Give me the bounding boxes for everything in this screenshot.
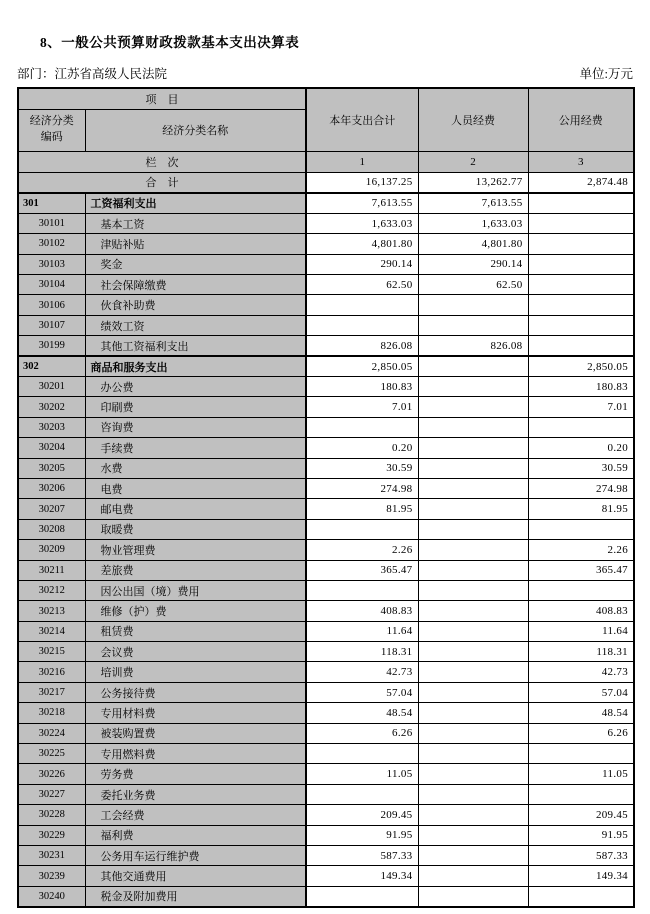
personnel-funds-cell [418,621,528,641]
column-index-row [18,151,634,172]
economic-name-cell: 物业管理费 [85,540,306,560]
column-index-2: 2 [418,151,528,172]
table-row [18,295,634,315]
table-row [18,213,634,233]
personnel-funds-cell [418,580,528,600]
table-row [18,275,634,295]
economic-name-cell: 劳务费 [85,764,306,784]
economic-code-cell: 30217 [18,682,85,702]
code-header-line1: 经济分类 [29,115,74,128]
total-expenditure-cell: 4,801.80 [306,234,418,254]
economic-code-cell: 30207 [18,499,85,519]
economic-code-cell: 30229 [18,825,85,845]
economic-code-cell: 30199 [18,336,85,356]
table-row [18,519,634,539]
economic-code-cell: 30101 [18,213,85,233]
public-funds-cell: 57.04 [528,682,634,702]
personnel-funds-cell [418,540,528,560]
economic-name-cell: 伙食补助费 [85,295,306,315]
economic-name-cell: 维修（护）费 [85,601,306,621]
economic-name-cell: 差旅费 [85,560,306,580]
table-row [18,580,634,600]
header-row-item [18,88,634,109]
economic-code-cell: 30203 [18,417,85,437]
total-expenditure-cell: 6.26 [306,723,418,743]
personnel-funds-cell [418,846,528,866]
economic-code-cell: 30205 [18,458,85,478]
total-expenditure-cell: 81.95 [306,499,418,519]
total-expenditure-cell: 0.20 [306,438,418,458]
column-header-public: 公用经费 [528,88,634,151]
public-funds-cell: 2,850.05 [528,356,634,376]
personnel-funds-cell [418,642,528,662]
total-expenditure-cell: 2.26 [306,540,418,560]
economic-name-cell: 培训费 [85,662,306,682]
column-header-total: 本年支出合计 [306,88,418,151]
column-header-code [18,109,85,151]
personnel-funds-cell [418,499,528,519]
total-expenditure-cell [306,744,418,764]
economic-name-cell: 办公费 [85,377,306,397]
personnel-funds-cell [418,560,528,580]
table-row [18,703,634,723]
table-row [18,478,634,498]
column-header-name: 经济分类名称 [85,109,306,151]
table-row [18,417,634,437]
column-index-1: 1 [306,151,418,172]
personnel-funds-cell [418,397,528,417]
economic-code-cell: 30102 [18,234,85,254]
economic-name-cell: 税金及附加费用 [85,886,306,906]
public-funds-cell: 91.95 [528,825,634,845]
grand-total-public: 2,874.48 [528,172,634,193]
economic-code-cell: 30204 [18,438,85,458]
economic-code-cell: 30218 [18,703,85,723]
economic-code-cell: 30211 [18,560,85,580]
personnel-funds-cell [418,703,528,723]
table-row [18,723,634,743]
table-row [18,682,634,702]
economic-name-cell: 工会经费 [85,805,306,825]
public-funds-cell [528,234,634,254]
personnel-funds-cell [418,315,528,335]
table-row [18,438,634,458]
public-funds-cell [528,315,634,335]
personnel-funds-cell [418,662,528,682]
public-funds-cell [528,744,634,764]
economic-code-cell: 30231 [18,846,85,866]
personnel-funds-cell [418,458,528,478]
table-row [18,356,634,376]
economic-code-cell: 30209 [18,540,85,560]
total-expenditure-cell: 274.98 [306,478,418,498]
total-expenditure-cell: 11.64 [306,621,418,641]
economic-name-cell: 取暖费 [85,519,306,539]
economic-code-cell: 30103 [18,254,85,274]
personnel-funds-cell [418,356,528,376]
table-container [17,87,633,908]
total-expenditure-cell: 826.08 [306,336,418,356]
economic-code-cell: 30213 [18,601,85,621]
total-expenditure-cell: 1,633.03 [306,213,418,233]
personnel-funds-cell: 290.14 [418,254,528,274]
page-title: 8、一般公共预算财政拨款基本支出决算表 [40,35,300,50]
table-row [18,315,634,335]
table-row [18,499,634,519]
public-funds-cell: 149.34 [528,866,634,886]
total-expenditure-cell: 57.04 [306,682,418,702]
personnel-funds-cell [418,295,528,315]
total-expenditure-cell: 2,850.05 [306,356,418,376]
public-funds-cell: 81.95 [528,499,634,519]
economic-name-cell: 其他交通费用 [85,866,306,886]
economic-code-cell: 30206 [18,478,85,498]
total-expenditure-cell: 7,613.55 [306,193,418,213]
economic-code-cell: 30225 [18,744,85,764]
table-row [18,193,634,213]
economic-code-cell: 30240 [18,886,85,906]
personnel-funds-cell [418,825,528,845]
personnel-funds-cell: 62.50 [418,275,528,295]
public-funds-cell [528,519,634,539]
table-row [18,254,634,274]
personnel-funds-cell [418,764,528,784]
table-row [18,336,634,356]
economic-name-cell: 基本工资 [85,213,306,233]
public-funds-cell [528,784,634,804]
public-funds-cell [528,417,634,437]
total-expenditure-cell: 149.34 [306,866,418,886]
economic-code-cell: 30226 [18,764,85,784]
total-expenditure-cell: 365.47 [306,560,418,580]
economic-name-cell: 绩效工资 [85,315,306,335]
grand-total-label: 合 计 [18,172,306,193]
public-funds-cell [528,254,634,274]
economic-name-cell: 咨询费 [85,417,306,437]
economic-name-cell: 津贴补贴 [85,234,306,254]
personnel-funds-cell [418,478,528,498]
public-funds-cell [528,336,634,356]
table-row [18,825,634,845]
public-funds-cell [528,295,634,315]
total-expenditure-cell [306,519,418,539]
total-expenditure-cell: 11.05 [306,764,418,784]
economic-code-cell: 30106 [18,295,85,315]
expenditure-table [17,87,635,908]
personnel-funds-cell [418,744,528,764]
public-funds-cell [528,213,634,233]
public-funds-cell: 408.83 [528,601,634,621]
table-row [18,642,634,662]
total-expenditure-cell: 7.01 [306,397,418,417]
economic-name-cell: 商品和服务支出 [85,356,306,376]
public-funds-cell: 180.83 [528,377,634,397]
economic-code-cell: 30208 [18,519,85,539]
personnel-funds-cell [418,417,528,437]
economic-name-cell: 工资福利支出 [85,193,306,213]
total-expenditure-cell: 62.50 [306,275,418,295]
table-row [18,458,634,478]
public-funds-cell: 7.01 [528,397,634,417]
total-expenditure-cell: 118.31 [306,642,418,662]
grand-total-personnel: 13,262.77 [418,172,528,193]
public-funds-cell: 118.31 [528,642,634,662]
total-expenditure-cell: 91.95 [306,825,418,845]
public-funds-cell: 209.45 [528,805,634,825]
personnel-funds-cell [418,377,528,397]
economic-name-cell: 电费 [85,478,306,498]
table-row [18,744,634,764]
total-expenditure-cell: 408.83 [306,601,418,621]
public-funds-cell [528,580,634,600]
public-funds-cell [528,275,634,295]
total-expenditure-cell: 30.59 [306,458,418,478]
personnel-funds-cell [418,601,528,621]
personnel-funds-cell [418,886,528,906]
table-row [18,784,634,804]
table-row [18,621,634,641]
public-funds-cell: 6.26 [528,723,634,743]
economic-code-cell: 30212 [18,580,85,600]
table-row [18,377,634,397]
economic-code-cell: 30228 [18,805,85,825]
total-expenditure-cell: 209.45 [306,805,418,825]
economic-code-cell: 30214 [18,621,85,641]
economic-name-cell: 社会保障缴费 [85,275,306,295]
economic-code-cell: 30104 [18,275,85,295]
economic-name-cell: 会议费 [85,642,306,662]
economic-name-cell: 公务接待费 [85,682,306,702]
economic-name-cell: 印刷费 [85,397,306,417]
personnel-funds-cell: 1,633.03 [418,213,528,233]
table-row [18,846,634,866]
personnel-funds-cell [418,723,528,743]
economic-name-cell: 公务用车运行维护费 [85,846,306,866]
economic-code-cell: 30224 [18,723,85,743]
table-row [18,662,634,682]
total-expenditure-cell [306,784,418,804]
personnel-funds-cell [418,784,528,804]
economic-name-cell: 其他工资福利支出 [85,336,306,356]
economic-name-cell: 奖金 [85,254,306,274]
public-funds-cell: 42.73 [528,662,634,682]
public-funds-cell: 30.59 [528,458,634,478]
total-expenditure-cell [306,315,418,335]
economic-name-cell: 租赁费 [85,621,306,641]
economic-code-cell: 30239 [18,866,85,886]
public-funds-cell: 365.47 [528,560,634,580]
total-expenditure-cell [306,417,418,437]
economic-code-cell: 301 [18,193,85,213]
economic-name-cell: 专用燃料费 [85,744,306,764]
grand-total-row [18,172,634,193]
table-row [18,601,634,621]
public-funds-cell: 0.20 [528,438,634,458]
total-expenditure-cell [306,580,418,600]
public-funds-cell: 11.64 [528,621,634,641]
column-index-label: 栏 次 [18,151,306,172]
table-row [18,560,634,580]
economic-code-cell: 302 [18,356,85,376]
public-funds-cell: 274.98 [528,478,634,498]
economic-name-cell: 专用材料费 [85,703,306,723]
economic-code-cell: 30227 [18,784,85,804]
table-row [18,866,634,886]
personnel-funds-cell: 4,801.80 [418,234,528,254]
department-label: 部门：江苏省高级人民法院 [17,67,168,81]
personnel-funds-cell [418,866,528,886]
public-funds-cell: 2.26 [528,540,634,560]
total-expenditure-cell: 42.73 [306,662,418,682]
economic-code-cell: 30215 [18,642,85,662]
total-expenditure-cell: 587.33 [306,846,418,866]
public-funds-cell: 587.33 [528,846,634,866]
personnel-funds-cell [418,519,528,539]
personnel-funds-cell [418,682,528,702]
grand-total-amount: 16,137.25 [306,172,418,193]
table-row [18,397,634,417]
table-body [18,193,634,907]
meta-line [17,64,633,82]
public-funds-cell [528,193,634,213]
table-row [18,886,634,906]
personnel-funds-cell: 7,613.55 [418,193,528,213]
table-row [18,540,634,560]
total-expenditure-cell [306,886,418,906]
table-row [18,805,634,825]
economic-name-cell: 被装购置费 [85,723,306,743]
economic-name-cell: 手续费 [85,438,306,458]
economic-code-cell: 30202 [18,397,85,417]
total-expenditure-cell: 48.54 [306,703,418,723]
item-group-header: 项 目 [18,88,306,109]
total-expenditure-cell: 180.83 [306,377,418,397]
personnel-funds-cell [418,438,528,458]
economic-code-cell: 30201 [18,377,85,397]
personnel-funds-cell: 826.08 [418,336,528,356]
public-funds-cell: 48.54 [528,703,634,723]
economic-code-cell: 30216 [18,662,85,682]
economic-name-cell: 邮电费 [85,499,306,519]
economic-name-cell: 因公出国（境）费用 [85,580,306,600]
economic-name-cell: 福利费 [85,825,306,845]
economic-name-cell: 水费 [85,458,306,478]
economic-name-cell: 委托业务费 [85,784,306,804]
total-expenditure-cell: 290.14 [306,254,418,274]
unit-label: 单位:万元 [579,67,633,81]
table-row [18,234,634,254]
column-header-personnel: 人员经费 [418,88,528,151]
total-expenditure-cell [306,295,418,315]
economic-code-cell: 30107 [18,315,85,335]
personnel-funds-cell [418,805,528,825]
public-funds-cell [528,886,634,906]
table-row [18,764,634,784]
public-funds-cell: 11.05 [528,764,634,784]
column-index-3: 3 [528,151,634,172]
code-header-line2: 编码 [40,131,63,143]
